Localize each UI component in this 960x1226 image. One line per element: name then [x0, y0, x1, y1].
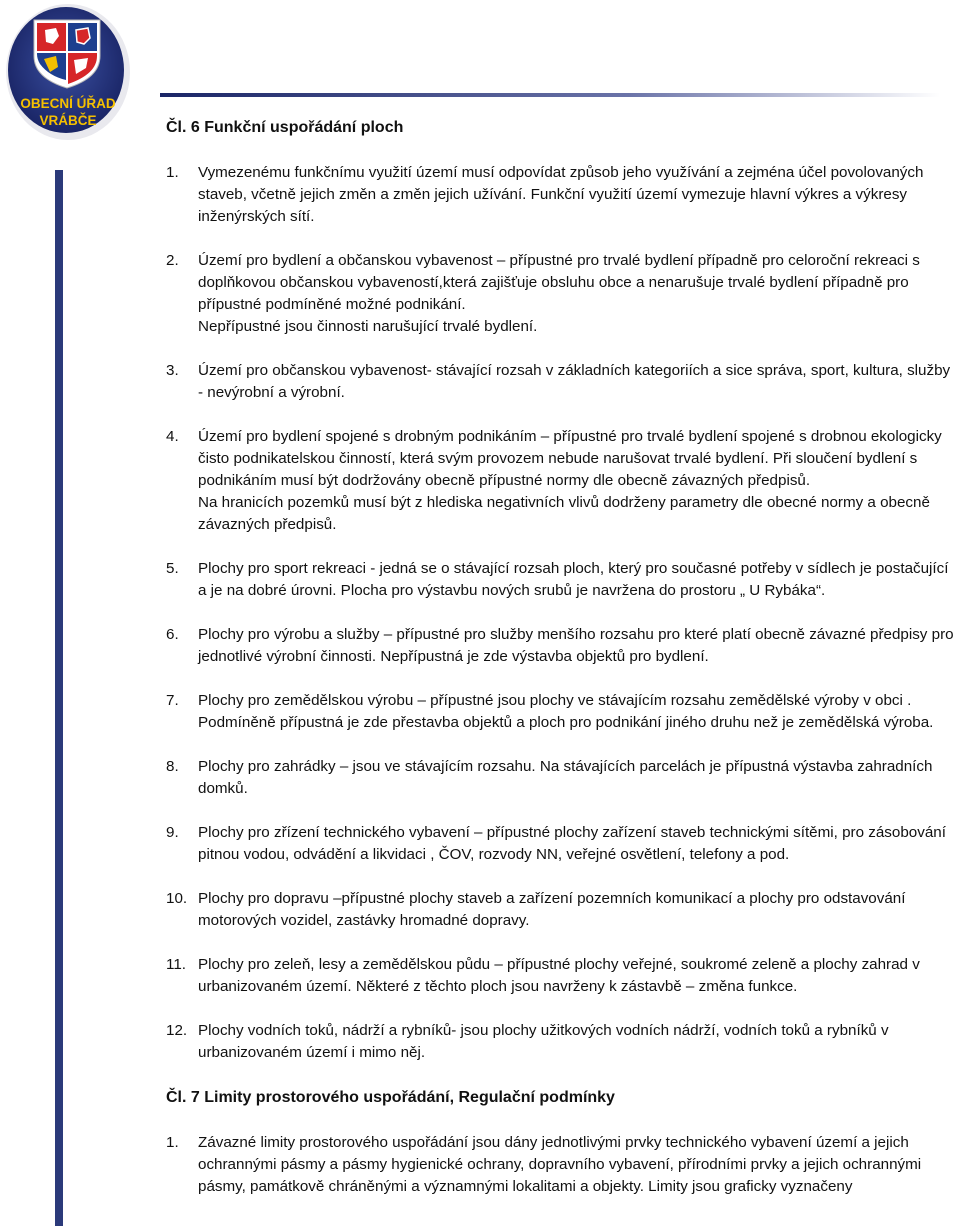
item-number: 3.: [166, 362, 179, 379]
item-text: Plochy pro zemědělskou výrobu – přípustné jsou plochy ve stávajícím rozsahu zemědělské výroby v obci . Podmíněně přípustná je zde přestavba objektů a ploch pro podnikání jiného druhu než je zemědělská výroba.: [198, 692, 934, 731]
list-item: [166, 1020, 958, 1064]
logo-text-line2: VRÁBČE: [39, 113, 97, 128]
item-text: Plochy pro dopravu –přípustné plochy staveb a zařízení pozemních komunikací a plochy pro odstavování motorových vozidel, zastávky hromadné dopravy.: [198, 890, 906, 929]
list-item: [166, 954, 958, 998]
document-body: [166, 116, 958, 1220]
section-6-title: Čl. 6 Funkční uspořádání ploch: [166, 119, 404, 136]
item-text: Území pro občanskou vybavenost- stávající rozsah v základních kategoriích a sice správa, sport, kultura, služby - nevýrobní a výrobní.: [198, 362, 951, 401]
list-item: [166, 360, 958, 404]
item-number: 9.: [166, 824, 179, 841]
list-item: [166, 888, 958, 932]
item-text: Území pro bydlení spojené s drobným podnikáním – přípustné pro trvalé bydlení spojené s drobnou ekologicky čisto podnikatelskou činností, která svým provozem nebude narušovat trvalé bydlení. Při sloučení bydlení s podnikáním musí být dodržovány obecně přípustné normy dle obecně závazných předpisů.: [198, 428, 942, 489]
item-text: Plochy pro zeleň, lesy a zemědělskou půdu – přípustné plochy veřejné, soukromé zeleně a plochy zahrad v urbanizovaném území. Některé z těchto ploch jsou navrženy k zástavbě – změna funkce.: [198, 956, 920, 995]
list-item: [166, 250, 958, 338]
list-item: [166, 162, 958, 228]
item-number: 8.: [166, 758, 179, 775]
left-accent-bar: [55, 170, 63, 1226]
list-item: [166, 1132, 958, 1198]
item-number: 4.: [166, 428, 179, 445]
item-number: 5.: [166, 560, 179, 577]
section-6-list: [166, 162, 958, 1064]
item-text: Plochy pro zřízení technického vybavení – přípustné plochy zařízení staveb technickými sítěmi, pro zásobování pitnou vodou, odvádění a likvidaci , ČOV, rozvody NN, veřejné osvětlení, telefony a pod.: [198, 824, 946, 863]
list-item: [166, 822, 958, 866]
item-text: Plochy pro zahrádky – jsou ve stávajícím rozsahu. Na stávajících parcelách je přípustná výstavba zahradních domků.: [198, 758, 933, 797]
logo-text-line1: OBECNÍ ÚŘAD: [20, 96, 116, 111]
item-number: 2.: [166, 252, 179, 269]
item-number: 11.: [166, 956, 186, 973]
item-text: Nepřípustné jsou činnosti narušující trvalé bydlení.: [198, 318, 538, 335]
item-number: 1.: [166, 164, 179, 181]
header-divider: [160, 92, 940, 98]
item-text: Plochy pro sport rekreaci - jedná se o stávající rozsah ploch, který pro současné potřeby v sídlech je postačující a je na dobré úrovni. Plocha pro výstavbu nových srubů je navržena do prostoru „ U Rybáka“.: [198, 560, 949, 599]
item-number: 1.: [166, 1134, 179, 1151]
municipal-office-logo: [4, 4, 132, 144]
list-item: [166, 558, 958, 602]
list-item: [166, 756, 958, 800]
item-text: Vymezenému funkčnímu využití území musí odpovídat způsob jeho využívání a zejména účel povolovaných staveb, včetně jejich změn a změn jejich užívání. Funkční využití území vymezuje hlavní výkres a výkresy inženýrských sítí.: [198, 164, 924, 225]
section-7-list: [166, 1132, 958, 1198]
item-text: Na hranicích pozemků musí být z hlediska negativních vlivů dodrženy parametry dle obecné normy a obecně závazných předpisů.: [198, 494, 930, 533]
section-7-title: Čl. 7 Limity prostorového uspořádání, Regulační podmínky: [166, 1089, 615, 1106]
item-text: Plochy pro výrobu a služby – přípustné pro služby menšího rozsahu pro které platí obecně závazné předpisy pro jednotlivé výrobní činnosti. Nepřípustná je zde výstavba objektů pro bydlení.: [198, 626, 954, 665]
list-item: [166, 690, 958, 734]
item-number: 6.: [166, 626, 179, 643]
item-number: 12.: [166, 1022, 188, 1039]
list-item: [166, 426, 958, 536]
item-text: Závazné limity prostorového uspořádání jsou dány jednotlivými prvky technického vybavení území a jejich ochrannými pásmy a pásmy hygienické ochrany, dopravního vybavení, přírodními prvky a jejich ochrannými pásmy, památkově chráněnými a významnými lokalitami a objekty. Limity jsou graficky vyznačeny: [198, 1134, 922, 1195]
item-text: Území pro bydlení a občanskou vybavenost – přípustné pro trvalé bydlení případně pro celoroční rekreaci s doplňkovou občanskou vybaveností,která zajišťuje obsluhu obce a nenarušuje trvalé bydlení případně pro přípustné podmíněné možné podnikání.: [198, 252, 920, 313]
item-number: 10.: [166, 890, 188, 907]
item-number: 7.: [166, 692, 179, 709]
item-text: Plochy vodních toků, nádrží a rybníků- jsou plochy užitkových vodních nádrží, vodních toků a rybníků v urbanizovaném území i mimo něj.: [198, 1022, 889, 1061]
list-item: [166, 624, 958, 668]
